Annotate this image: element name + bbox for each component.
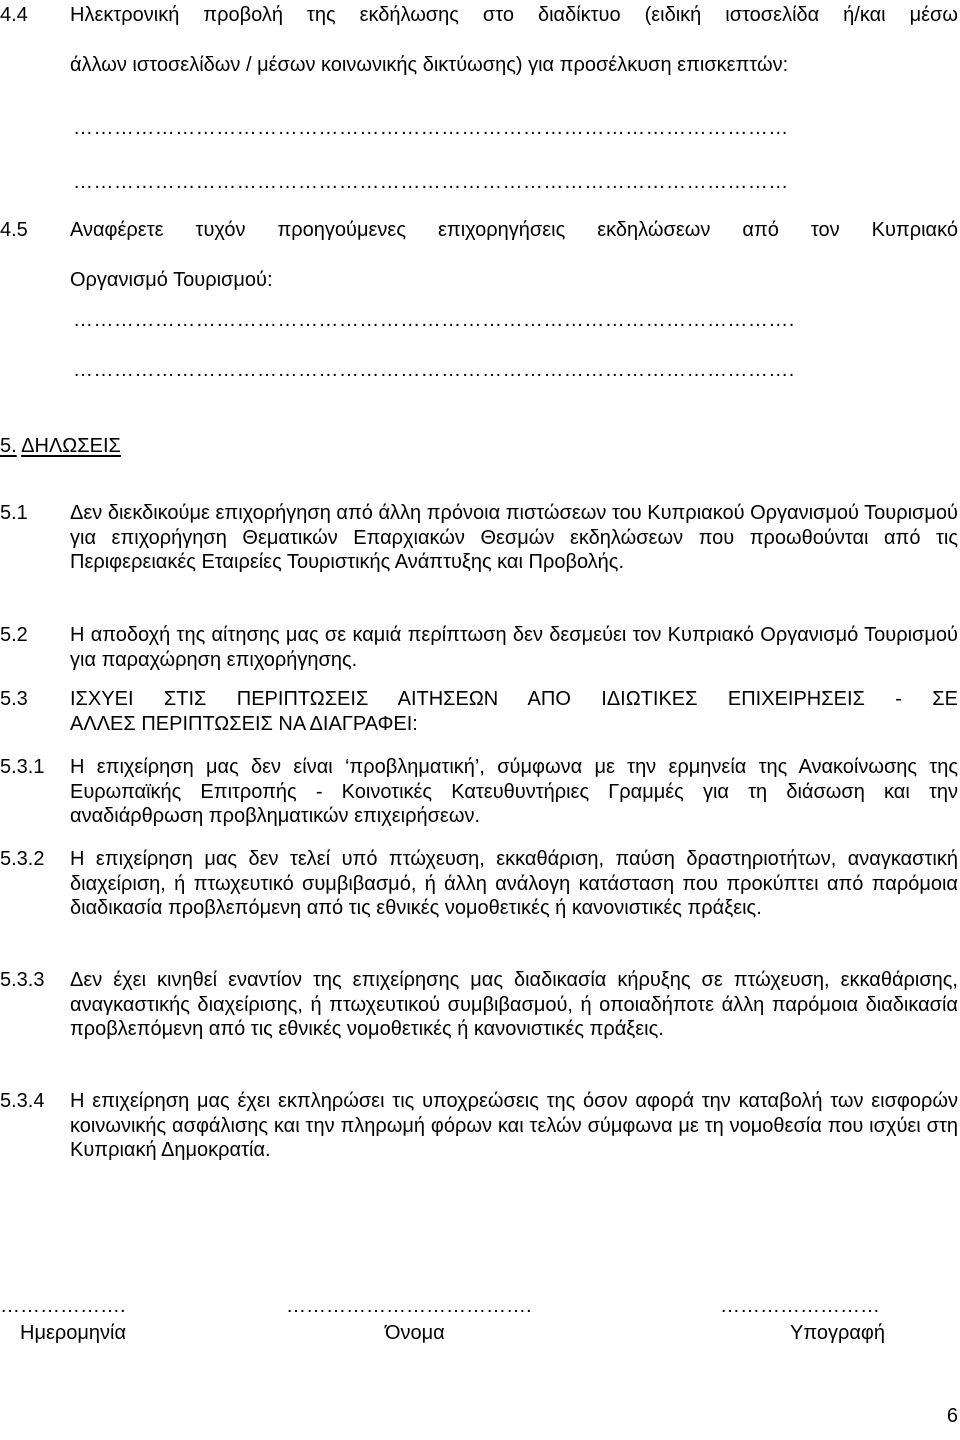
item-5-3-1 — [0, 755, 960, 829]
item-number: 5.3.1 — [0, 756, 45, 778]
item-number: 4.5 — [0, 219, 28, 241]
item-number: 4.4 — [0, 4, 28, 26]
fill-in-dots: ……………………………………………………………………………………………. — [73, 359, 795, 381]
item-5-3-2 — [0, 847, 960, 921]
section-heading — [0, 434, 121, 458]
item-number: 5.2 — [0, 624, 28, 646]
item-4-4 — [0, 0, 960, 81]
item-number: 5.3.2 — [0, 848, 45, 870]
page-number: 6 — [946, 1405, 958, 1427]
item-text: Ηλεκτρονική προβολή της εκδήλωσης στο διαδίκτυο (ειδική ιστοσελίδα ή/και μέσω άλλων ιστοσελίδων / μέσων κοινωνικής δικτύωσης) για προσέλκυση επισκεπτών: — [70, 4, 958, 76]
fill-in-dots: …………………………………………………………………………………………… — [73, 117, 789, 139]
item-5-3-4 — [0, 1089, 960, 1163]
item-number: 5.1 — [0, 502, 28, 524]
name-label: Όνομα — [385, 1322, 445, 1344]
item-5-1 — [0, 501, 960, 575]
item-number: 5.3.4 — [0, 1090, 45, 1112]
item-text: Η επιχείρηση μας δεν είναι ‘προβληματική’, σύμφωνα με την ερμηνεία της Ανακοίνωσης της Ευρωπαϊκής Επιτροπής - Κοινοτικές Κατευθυντήριες Γραμμές για τη διάσωση και την αναδιάρθρωση προβληματικών επιχειρήσεων. — [70, 756, 958, 827]
name-dots: ………………………………. — [286, 1295, 532, 1317]
item-5-3 — [0, 687, 960, 736]
item-5-2 — [0, 623, 960, 672]
item-text: Η επιχείρηση μας δεν τελεί υπό πτώχευση, εκκαθάριση, παύση δραστηριοτήτων, αναγκαστική διαχείριση, ή πτωχευτικό συμβιβασμό, ή άλλη ανάλογη κατάσταση που προκύπτει από παρόμοια διαδικασία προβλεπόμενη από τις εθνικές νομοθετικές ή κανονιστικές πράξεις. — [70, 848, 958, 919]
signature-label: Υπογραφή — [790, 1322, 886, 1344]
heading-text: ΔΗΛΩΣΕΙΣ — [21, 435, 121, 457]
item-text: Η επιχείρηση μας έχει εκπληρώσει τις υποχρεώσεις της όσον αφορά την καταβολή των εισφορών κοινωνικής ασφάλισης και την πληρωμή φόρων και τελών σύμφωνα με τη νομοθεσία που ισχύει στη Κυπριακή Δημοκρατία. — [70, 1090, 958, 1161]
item-text: Δεν διεκδικούμε επιχορήγηση από άλλη πρόνοια πιστώσεων του Κυπριακού Οργανισμού Τουρισμού για επιχορήγηση Θεματικών Επαρχιακών Θεσμών εκδηλώσεων που προωθούνται από τις Περιφερειακές Εταιρείες Τουριστικής Ανάπτυξης και Προβολής. — [70, 502, 958, 573]
item-4-5 — [0, 218, 960, 292]
fill-in-dots: …………………………………………………………………………………………… — [73, 171, 789, 193]
item-number: 5.3 — [0, 688, 28, 710]
item-number: 5.3.3 — [0, 969, 45, 991]
item-text: Αναφέρετε τυχόν προηγούμενες επιχορηγήσεις εκδηλώσεων από τον Κυπριακό Οργανισμό Τουρισμού: — [70, 219, 958, 291]
date-dots: ………………. — [0, 1295, 126, 1317]
item-text: ΙΣΧΥΕΙ ΣΤΙΣ ΠΕΡΙΠΤΩΣΕΙΣ ΑΙΤΗΣΕΩΝ ΑΠΟ ΙΔΙΩΤΙΚΕΣ ΕΠΙΧΕΙΡΗΣΕΙΣ - ΣΕ ΑΛΛΕΣ ΠΕΡΙΠΤΩΣΕΙΣ ΝΑ ΔΙΑΓΡΑΦΕΙ: — [70, 688, 958, 735]
item-5-3-3 — [0, 968, 960, 1042]
heading-number: 5. — [0, 435, 17, 457]
fill-in-dots: ……………………………………………………………………………………………. — [73, 309, 795, 331]
item-text: Δεν έχει κινηθεί εναντίον της επιχείρησης μας διαδικασία κήρυξης σε πτώχευση, εκκαθάρισης, αναγκαστικής διαχείρισης, ή πτωχευτικού συμβιβασμού, ή οποιαδήποτε άλλη παρόμοια διαδικασία προβλεπόμενη από τις εθνικές νομοθετικές ή κανονιστικές πράξεις. — [70, 969, 958, 1040]
signature-dots: …………………… — [720, 1295, 880, 1317]
date-label: Ημερομηνία — [20, 1322, 127, 1344]
item-text: Η αποδοχή της αίτησης μας σε καμιά περίπτωση δεν δεσμεύει τον Κυπριακό Οργανισμό Τουρισμού για παραχώρηση επιχορήγησης. — [70, 624, 958, 671]
